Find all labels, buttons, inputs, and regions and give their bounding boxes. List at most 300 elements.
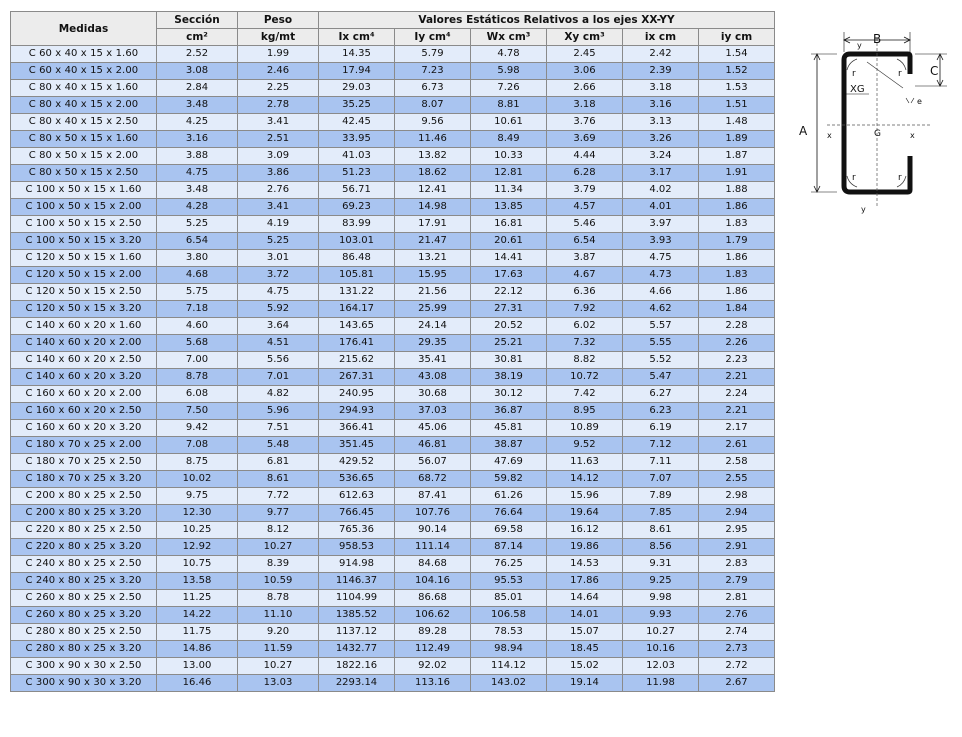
value-cell: 25.21 <box>471 335 547 352</box>
value-cell: 13.58 <box>157 573 238 590</box>
table-row <box>11 216 775 233</box>
value-cell: 9.42 <box>157 420 238 437</box>
value-cell: 13.82 <box>395 148 471 165</box>
value-cell: 366.41 <box>319 420 395 437</box>
value-cell: 9.52 <box>547 437 623 454</box>
value-cell: 6.08 <box>157 386 238 403</box>
profile-size-cell: C 140 x 60 x 20 x 3.20 <box>11 369 157 386</box>
value-cell: 2.46 <box>238 63 319 80</box>
dim-a-label: A <box>799 124 808 138</box>
value-cell: 10.72 <box>547 369 623 386</box>
axis-y-label-bottom: y <box>861 205 866 214</box>
thickness-marks <box>906 98 914 103</box>
value-cell: 8.95 <box>547 403 623 420</box>
value-cell: 1.99 <box>238 46 319 63</box>
value-cell: 4.25 <box>157 114 238 131</box>
value-cell: 2.74 <box>699 624 775 641</box>
value-cell: 5.92 <box>238 301 319 318</box>
value-cell: 25.99 <box>395 301 471 318</box>
profile-size-cell: C 280 x 80 x 25 x 2.50 <box>11 624 157 641</box>
value-cell: 4.66 <box>623 284 699 301</box>
profile-size-cell: C 160 x 60 x 20 x 2.50 <box>11 403 157 420</box>
header-valores-estaticos: Valores Estáticos Relativos a los ejes XX-YY <box>319 12 775 29</box>
value-cell: 766.45 <box>319 505 395 522</box>
value-cell: 1.84 <box>699 301 775 318</box>
value-cell: 41.03 <box>319 148 395 165</box>
value-cell: 4.75 <box>623 250 699 267</box>
value-cell: 2.94 <box>699 505 775 522</box>
value-cell: 7.51 <box>238 420 319 437</box>
value-cell: 3.97 <box>623 216 699 233</box>
value-cell: 106.58 <box>471 607 547 624</box>
value-cell: 15.07 <box>547 624 623 641</box>
value-cell: 1.86 <box>699 284 775 301</box>
profile-size-cell: C 220 x 80 x 25 x 3.20 <box>11 539 157 556</box>
value-cell: 2.76 <box>238 182 319 199</box>
table-row <box>11 199 775 216</box>
value-cell: 13.85 <box>471 199 547 216</box>
value-cell: 1.51 <box>699 97 775 114</box>
table-row <box>11 352 775 369</box>
value-cell: 11.34 <box>471 182 547 199</box>
value-cell: 69.23 <box>319 199 395 216</box>
value-cell: 1.89 <box>699 131 775 148</box>
table-row <box>11 386 775 403</box>
value-cell: 112.49 <box>395 641 471 658</box>
value-cell: 12.92 <box>157 539 238 556</box>
profile-size-cell: C 100 x 50 x 15 x 3.20 <box>11 233 157 250</box>
unit-header: ix cm <box>623 29 699 46</box>
value-cell: 2.91 <box>699 539 775 556</box>
value-cell: 8.12 <box>238 522 319 539</box>
value-cell: 3.18 <box>547 97 623 114</box>
value-cell: 68.72 <box>395 471 471 488</box>
value-cell: 2.79 <box>699 573 775 590</box>
value-cell: 59.82 <box>471 471 547 488</box>
profile-size-cell: C 80 x 50 x 15 x 1.60 <box>11 131 157 148</box>
value-cell: 8.07 <box>395 97 471 114</box>
value-cell: 5.68 <box>157 335 238 352</box>
value-cell: 47.69 <box>471 454 547 471</box>
value-cell: 4.28 <box>157 199 238 216</box>
value-cell: 45.81 <box>471 420 547 437</box>
value-cell: 16.46 <box>157 675 238 692</box>
value-cell: 6.28 <box>547 165 623 182</box>
table-row <box>11 505 775 522</box>
table-row <box>11 624 775 641</box>
value-cell: 164.17 <box>319 301 395 318</box>
value-cell: 7.72 <box>238 488 319 505</box>
value-cell: 14.41 <box>471 250 547 267</box>
value-cell: 2.21 <box>699 369 775 386</box>
table-row <box>11 267 775 284</box>
value-cell: 429.52 <box>319 454 395 471</box>
value-cell: 8.56 <box>623 539 699 556</box>
value-cell: 7.32 <box>547 335 623 352</box>
value-cell: 7.23 <box>395 63 471 80</box>
value-cell: 7.12 <box>623 437 699 454</box>
value-cell: 8.61 <box>238 471 319 488</box>
value-cell: 6.27 <box>623 386 699 403</box>
value-cell: 56.71 <box>319 182 395 199</box>
value-cell: 294.93 <box>319 403 395 420</box>
value-cell: 9.25 <box>623 573 699 590</box>
profile-size-cell: C 100 x 50 x 15 x 2.00 <box>11 199 157 216</box>
value-cell: 2.67 <box>699 675 775 692</box>
profile-size-cell: C 160 x 60 x 20 x 2.00 <box>11 386 157 403</box>
value-cell: 2.61 <box>699 437 775 454</box>
value-cell: 2.51 <box>238 131 319 148</box>
value-cell: 12.03 <box>623 658 699 675</box>
value-cell: 15.96 <box>547 488 623 505</box>
value-cell: 19.64 <box>547 505 623 522</box>
table-row <box>11 471 775 488</box>
value-cell: 22.12 <box>471 284 547 301</box>
profile-size-cell: C 120 x 50 x 15 x 2.50 <box>11 284 157 301</box>
value-cell: 3.69 <box>547 131 623 148</box>
unit-header: iy cm <box>699 29 775 46</box>
value-cell: 4.60 <box>157 318 238 335</box>
value-cell: 18.62 <box>395 165 471 182</box>
value-cell: 14.64 <box>547 590 623 607</box>
value-cell: 84.68 <box>395 556 471 573</box>
value-cell: 176.41 <box>319 335 395 352</box>
value-cell: 3.72 <box>238 267 319 284</box>
value-cell: 10.59 <box>238 573 319 590</box>
profile-size-cell: C 260 x 80 x 25 x 2.50 <box>11 590 157 607</box>
value-cell: 87.41 <box>395 488 471 505</box>
value-cell: 36.87 <box>471 403 547 420</box>
table-row <box>11 369 775 386</box>
value-cell: 103.01 <box>319 233 395 250</box>
value-cell: 10.89 <box>547 420 623 437</box>
value-cell: 5.48 <box>238 437 319 454</box>
value-cell: 4.02 <box>623 182 699 199</box>
value-cell: 7.42 <box>547 386 623 403</box>
value-cell: 5.75 <box>157 284 238 301</box>
axis-x-label-right: x <box>910 131 915 140</box>
value-cell: 6.02 <box>547 318 623 335</box>
value-cell: 45.06 <box>395 420 471 437</box>
value-cell: 6.73 <box>395 80 471 97</box>
value-cell: 612.63 <box>319 488 395 505</box>
value-cell: 3.48 <box>157 182 238 199</box>
table-row <box>11 556 775 573</box>
value-cell: 3.88 <box>157 148 238 165</box>
table-row <box>11 420 775 437</box>
value-cell: 3.86 <box>238 165 319 182</box>
table-row <box>11 63 775 80</box>
value-cell: 17.94 <box>319 63 395 80</box>
value-cell: 6.36 <box>547 284 623 301</box>
value-cell: 2.52 <box>157 46 238 63</box>
value-cell: 1104.99 <box>319 590 395 607</box>
table-row <box>11 233 775 250</box>
value-cell: 9.93 <box>623 607 699 624</box>
value-cell: 1.48 <box>699 114 775 131</box>
value-cell: 6.81 <box>238 454 319 471</box>
table-row <box>11 590 775 607</box>
value-cell: 85.01 <box>471 590 547 607</box>
unit-header: Iy cm⁴ <box>395 29 471 46</box>
header-peso: Peso <box>238 12 319 29</box>
value-cell: 3.26 <box>623 131 699 148</box>
value-cell: 4.62 <box>623 301 699 318</box>
value-cell: 105.81 <box>319 267 395 284</box>
value-cell: 61.26 <box>471 488 547 505</box>
value-cell: 4.73 <box>623 267 699 284</box>
value-cell: 87.14 <box>471 539 547 556</box>
value-cell: 1146.37 <box>319 573 395 590</box>
value-cell: 5.79 <box>395 46 471 63</box>
value-cell: 76.64 <box>471 505 547 522</box>
value-cell: 3.87 <box>547 250 623 267</box>
value-cell: 3.80 <box>157 250 238 267</box>
value-cell: 29.03 <box>319 80 395 97</box>
profile-size-cell: C 300 x 90 x 30 x 2.50 <box>11 658 157 675</box>
value-cell: 5.52 <box>623 352 699 369</box>
value-cell: 2.76 <box>699 607 775 624</box>
profile-size-cell: C 80 x 40 x 15 x 2.00 <box>11 97 157 114</box>
value-cell: 5.46 <box>547 216 623 233</box>
value-cell: 2.45 <box>547 46 623 63</box>
table-row <box>11 573 775 590</box>
value-cell: 2.95 <box>699 522 775 539</box>
value-cell: 3.41 <box>238 114 319 131</box>
value-cell: 3.01 <box>238 250 319 267</box>
value-cell: 6.54 <box>157 233 238 250</box>
value-cell: 7.08 <box>157 437 238 454</box>
table-row <box>11 658 775 675</box>
value-cell: 131.22 <box>319 284 395 301</box>
value-cell: 113.16 <box>395 675 471 692</box>
profile-size-cell: C 140 x 60 x 20 x 1.60 <box>11 318 157 335</box>
value-cell: 89.28 <box>395 624 471 641</box>
value-cell: 14.35 <box>319 46 395 63</box>
value-cell: 24.14 <box>395 318 471 335</box>
value-cell: 42.45 <box>319 114 395 131</box>
value-cell: 13.03 <box>238 675 319 692</box>
value-cell: 7.89 <box>623 488 699 505</box>
value-cell: 7.00 <box>157 352 238 369</box>
value-cell: 3.41 <box>238 199 319 216</box>
value-cell: 8.82 <box>547 352 623 369</box>
value-cell: 98.94 <box>471 641 547 658</box>
axis-y-label-top: y <box>857 41 862 50</box>
value-cell: 8.78 <box>238 590 319 607</box>
unit-header: Wx cm³ <box>471 29 547 46</box>
table-row <box>11 80 775 97</box>
value-cell: 83.99 <box>319 216 395 233</box>
table-row <box>11 454 775 471</box>
value-cell: 11.63 <box>547 454 623 471</box>
table-row <box>11 403 775 420</box>
value-cell: 15.95 <box>395 267 471 284</box>
value-cell: 765.36 <box>319 522 395 539</box>
table-row <box>11 607 775 624</box>
value-cell: 3.13 <box>623 114 699 131</box>
value-cell: 38.19 <box>471 369 547 386</box>
value-cell: 21.56 <box>395 284 471 301</box>
value-cell: 2.81 <box>699 590 775 607</box>
value-cell: 33.95 <box>319 131 395 148</box>
value-cell: 3.79 <box>547 182 623 199</box>
profile-size-cell: C 60 x 40 x 15 x 1.60 <box>11 46 157 63</box>
value-cell: 3.09 <box>238 148 319 165</box>
table-row <box>11 131 775 148</box>
value-cell: 4.75 <box>238 284 319 301</box>
table-body <box>11 46 775 692</box>
value-cell: 6.19 <box>623 420 699 437</box>
header-medidas: Medidas <box>11 12 157 46</box>
table-row <box>11 641 775 658</box>
value-cell: 4.78 <box>471 46 547 63</box>
value-cell: 95.53 <box>471 573 547 590</box>
value-cell: 111.14 <box>395 539 471 556</box>
profile-size-cell: C 240 x 80 x 25 x 2.50 <box>11 556 157 573</box>
value-cell: 10.75 <box>157 556 238 573</box>
value-cell: 3.24 <box>623 148 699 165</box>
value-cell: 5.25 <box>238 233 319 250</box>
value-cell: 1.91 <box>699 165 775 182</box>
value-cell: 10.16 <box>623 641 699 658</box>
value-cell: 10.27 <box>238 539 319 556</box>
value-cell: 78.53 <box>471 624 547 641</box>
value-cell: 17.91 <box>395 216 471 233</box>
table-row <box>11 488 775 505</box>
value-cell: 14.86 <box>157 641 238 658</box>
value-cell: 267.31 <box>319 369 395 386</box>
table-row <box>11 182 775 199</box>
value-cell: 3.18 <box>623 80 699 97</box>
value-cell: 10.02 <box>157 471 238 488</box>
value-cell: 12.41 <box>395 182 471 199</box>
value-cell: 11.25 <box>157 590 238 607</box>
value-cell: 2.66 <box>547 80 623 97</box>
value-cell: 2.58 <box>699 454 775 471</box>
radius-label-tr: r <box>898 69 902 79</box>
value-cell: 3.08 <box>157 63 238 80</box>
table-row <box>11 97 775 114</box>
value-cell: 6.23 <box>623 403 699 420</box>
xg-label: XG <box>850 84 865 95</box>
value-cell: 56.07 <box>395 454 471 471</box>
value-cell: 536.65 <box>319 471 395 488</box>
value-cell: 1.86 <box>699 199 775 216</box>
value-cell: 2.26 <box>699 335 775 352</box>
value-cell: 38.87 <box>471 437 547 454</box>
value-cell: 15.02 <box>547 658 623 675</box>
table-row <box>11 437 775 454</box>
value-cell: 10.27 <box>238 658 319 675</box>
profile-size-cell: C 80 x 50 x 15 x 2.50 <box>11 165 157 182</box>
value-cell: 5.25 <box>157 216 238 233</box>
value-cell: 20.61 <box>471 233 547 250</box>
value-cell: 17.63 <box>471 267 547 284</box>
profile-size-cell: C 100 x 50 x 15 x 2.50 <box>11 216 157 233</box>
value-cell: 5.57 <box>623 318 699 335</box>
value-cell: 4.44 <box>547 148 623 165</box>
value-cell: 2.55 <box>699 471 775 488</box>
value-cell: 2.78 <box>238 97 319 114</box>
value-cell: 4.01 <box>623 199 699 216</box>
value-cell: 114.12 <box>471 658 547 675</box>
value-cell: 3.06 <box>547 63 623 80</box>
value-cell: 1.54 <box>699 46 775 63</box>
value-cell: 7.50 <box>157 403 238 420</box>
value-cell: 8.75 <box>157 454 238 471</box>
table-row <box>11 318 775 335</box>
value-cell: 3.93 <box>623 233 699 250</box>
value-cell: 14.98 <box>395 199 471 216</box>
profile-size-cell: C 80 x 50 x 15 x 2.00 <box>11 148 157 165</box>
value-cell: 2.72 <box>699 658 775 675</box>
value-cell: 8.81 <box>471 97 547 114</box>
value-cell: 143.65 <box>319 318 395 335</box>
value-cell: 9.56 <box>395 114 471 131</box>
profile-size-cell: C 200 x 80 x 25 x 3.20 <box>11 505 157 522</box>
profile-size-cell: C 120 x 50 x 15 x 1.60 <box>11 250 157 267</box>
value-cell: 19.14 <box>547 675 623 692</box>
value-cell: 215.62 <box>319 352 395 369</box>
value-cell: 46.81 <box>395 437 471 454</box>
dim-c-label: C <box>930 64 939 78</box>
profile-size-cell: C 260 x 80 x 25 x 3.20 <box>11 607 157 624</box>
value-cell: 1.83 <box>699 267 775 284</box>
value-cell: 86.48 <box>319 250 395 267</box>
value-cell: 1137.12 <box>319 624 395 641</box>
value-cell: 4.75 <box>157 165 238 182</box>
value-cell: 4.51 <box>238 335 319 352</box>
value-cell: 90.14 <box>395 522 471 539</box>
header-seccion: Sección <box>157 12 238 29</box>
profile-size-cell: C 180 x 70 x 25 x 2.50 <box>11 454 157 471</box>
value-cell: 1.52 <box>699 63 775 80</box>
value-cell: 106.62 <box>395 607 471 624</box>
value-cell: 4.67 <box>547 267 623 284</box>
value-cell: 1.53 <box>699 80 775 97</box>
value-cell: 11.98 <box>623 675 699 692</box>
value-cell: 16.12 <box>547 522 623 539</box>
unit-header: Ix cm⁴ <box>319 29 395 46</box>
value-cell: 1.87 <box>699 148 775 165</box>
value-cell: 240.95 <box>319 386 395 403</box>
value-cell: 5.56 <box>238 352 319 369</box>
value-cell: 11.46 <box>395 131 471 148</box>
table-row <box>11 539 775 556</box>
dim-b-label: B <box>873 32 882 46</box>
value-cell: 10.27 <box>623 624 699 641</box>
profile-size-cell: C 280 x 80 x 25 x 3.20 <box>11 641 157 658</box>
value-cell: 1432.77 <box>319 641 395 658</box>
value-cell: 7.18 <box>157 301 238 318</box>
value-cell: 20.52 <box>471 318 547 335</box>
value-cell: 27.31 <box>471 301 547 318</box>
value-cell: 9.77 <box>238 505 319 522</box>
profile-properties-table <box>10 11 775 692</box>
value-cell: 2293.14 <box>319 675 395 692</box>
value-cell: 1.86 <box>699 250 775 267</box>
value-cell: 2.42 <box>623 46 699 63</box>
value-cell: 29.35 <box>395 335 471 352</box>
value-cell: 8.49 <box>471 131 547 148</box>
value-cell: 2.73 <box>699 641 775 658</box>
value-cell: 14.22 <box>157 607 238 624</box>
value-cell: 92.02 <box>395 658 471 675</box>
value-cell: 104.16 <box>395 573 471 590</box>
radius-label-tl: r <box>852 69 856 79</box>
table-row <box>11 522 775 539</box>
